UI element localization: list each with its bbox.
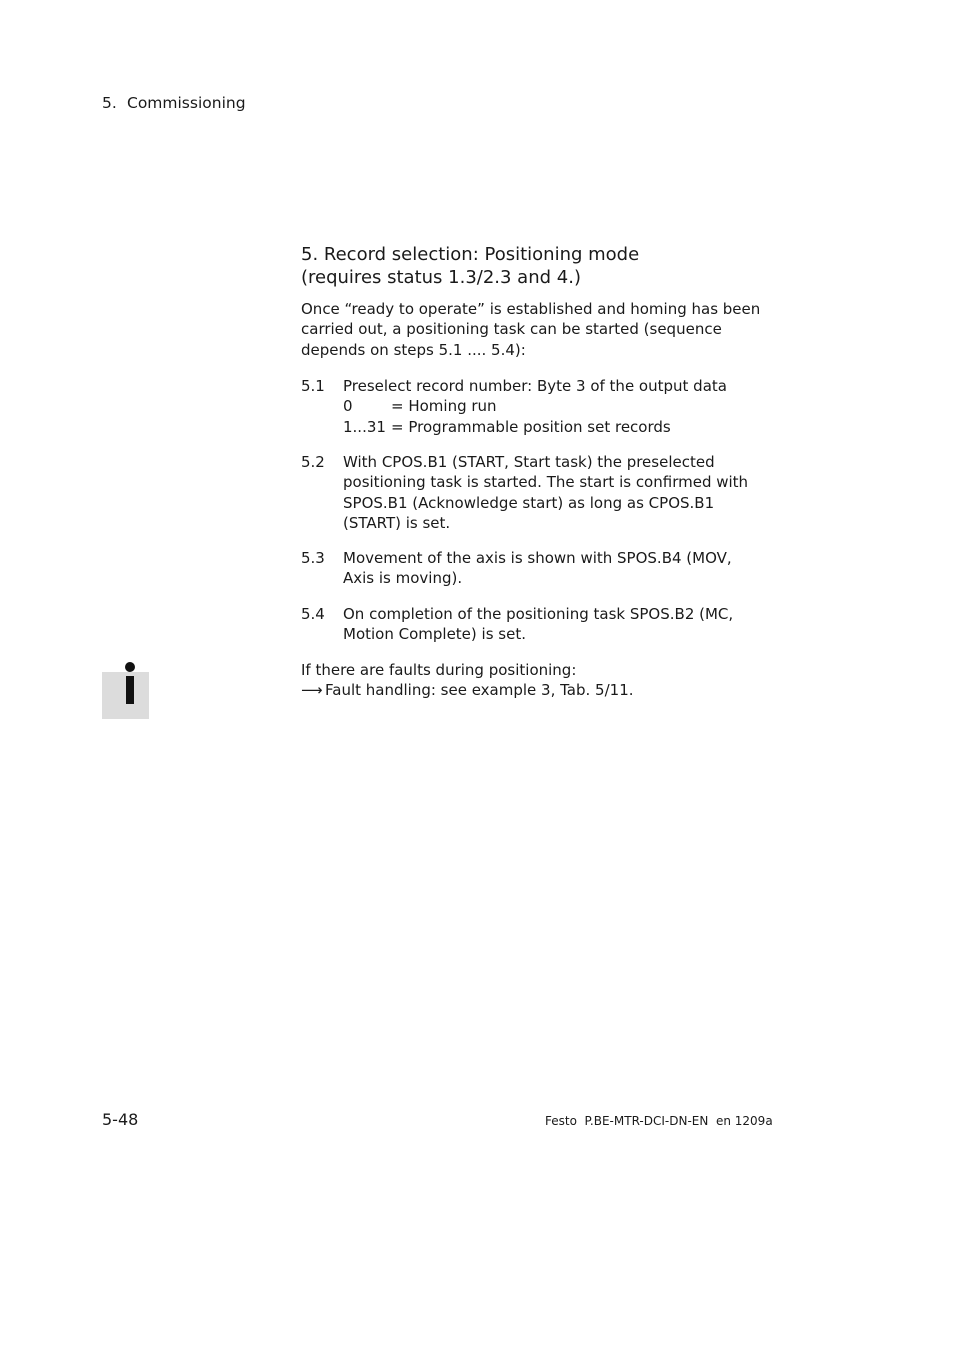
step-text <box>343 452 748 533</box>
step-line: Axis is moving). <box>343 569 463 588</box>
intro-paragraph <box>301 299 760 360</box>
intro-line: depends on steps 5.1 .... 5.4): <box>301 340 526 359</box>
record-description: = Programmable position set records <box>391 417 671 436</box>
arrow-right-icon: ⟶ <box>301 681 323 700</box>
step-line: positioning task is started. The start is confirmed with <box>343 473 749 492</box>
section-title-line-1: 5. Record selection: Positioning mode <box>301 244 640 265</box>
step-number: 5.3 <box>301 549 325 567</box>
section-title-line-2: (requires status 1.3/2.3 and 4.) <box>301 267 581 288</box>
step-line: Motion Complete) is set. <box>343 625 526 644</box>
step-text <box>343 604 733 645</box>
note-line: If there are faults during positioning: <box>301 661 577 679</box>
step-number: 5.2 <box>301 453 325 471</box>
note-reference-text: Fault handling: see example 3, Tab. 5/11. <box>325 681 634 700</box>
step-text <box>343 376 727 437</box>
record-description: = Homing run <box>391 397 497 416</box>
step-text <box>343 548 732 589</box>
section-title <box>301 243 639 289</box>
code-row <box>343 396 727 416</box>
step-line: (START) is set. <box>343 513 451 532</box>
chapter-title: Commissioning <box>127 94 246 112</box>
info-note <box>301 660 634 701</box>
page-number: 5-48 <box>102 1110 139 1129</box>
intro-line: Once “ready to operate” is established and homing has been <box>301 300 761 318</box>
step-number: 5.1 <box>301 377 325 395</box>
record-code: 1...31 <box>343 417 386 436</box>
chapter-number: 5. <box>102 94 117 112</box>
step-line: Preselect record number: Byte 3 of the output data <box>343 377 727 395</box>
step-line: With CPOS.B1 (START, Start task) the preselected <box>343 453 715 471</box>
running-header <box>102 94 246 112</box>
info-icon <box>102 672 149 719</box>
note-line <box>301 680 634 700</box>
step-line: SPOS.B1 (Acknowledge start) as long as CPOS.B1 <box>343 493 715 512</box>
document-reference: Festo P.BE-MTR-DCI-DN-EN en 1209a <box>545 1114 773 1128</box>
record-code: 0 <box>343 397 353 416</box>
code-row <box>343 417 727 437</box>
step-number: 5.4 <box>301 605 325 623</box>
step-line: Movement of the axis is shown with SPOS.B4 (MOV, <box>343 549 732 567</box>
intro-line: carried out, a positioning task can be started (sequence <box>301 320 722 339</box>
step-line: On completion of the positioning task SPOS.B2 (MC, <box>343 605 734 623</box>
